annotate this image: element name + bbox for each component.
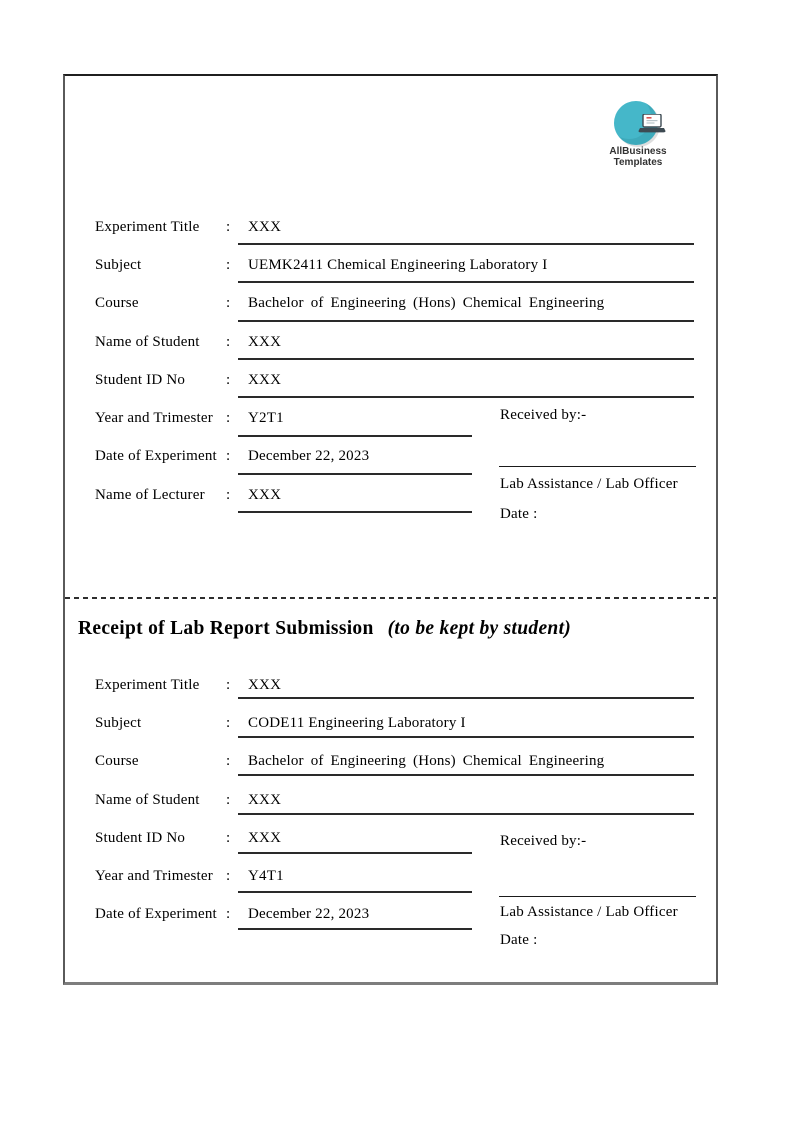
field-underline [238, 813, 694, 815]
field-value[interactable]: XXX [248, 372, 282, 388]
receipt-heading-title: Receipt of Lab Report Submission [78, 618, 374, 639]
field-underline [238, 891, 472, 893]
logo-circle [614, 101, 658, 145]
field-label: Subject [95, 257, 142, 273]
field-value[interactable]: Y2T1 [248, 410, 284, 426]
colon-separator: : [226, 410, 231, 426]
form-row-student-id [0, 371, 793, 389]
field-label: Student ID No [95, 372, 186, 388]
form-row-student-id [0, 829, 793, 847]
field-label: Date of Experiment [95, 448, 217, 464]
form-row-date-of-experiment [0, 447, 793, 465]
field-value[interactable]: XXX [248, 219, 282, 235]
field-label: Year and Trimester [95, 410, 213, 426]
logo-line2: Templates [613, 157, 663, 168]
field-underline [238, 243, 694, 245]
lab-officer-label: Lab Assistance / Lab Officer [500, 904, 678, 920]
receipt-section-heading [78, 618, 571, 640]
form-row-experiment-title [0, 218, 793, 236]
field-underline [238, 852, 472, 854]
field-label: Experiment Title [95, 677, 200, 693]
colon-separator: : [226, 295, 231, 311]
colon-separator: : [226, 487, 231, 503]
field-value[interactable]: Y4T1 [248, 868, 284, 884]
field-underline [238, 774, 694, 776]
field-value[interactable]: Bachelor of Engineering (Hons) Chemical Engineering [248, 295, 605, 311]
form-row-name-of-student [0, 333, 793, 351]
field-underline [238, 928, 472, 930]
field-label: Student ID No [95, 830, 186, 846]
colon-separator: : [226, 830, 231, 846]
field-value[interactable]: Bachelor of Engineering (Hons) Chemical Engineering [248, 753, 605, 769]
signature-line[interactable] [499, 896, 696, 897]
field-underline [238, 396, 694, 398]
field-value[interactable]: XXX [248, 830, 282, 846]
colon-separator: : [226, 792, 231, 808]
field-underline [238, 736, 694, 738]
field-underline [238, 435, 472, 437]
form-row-year-trimester [0, 867, 793, 885]
colon-separator: : [226, 219, 231, 235]
field-label: Name of Student [95, 792, 200, 808]
logo-line1: AllBusiness [609, 146, 667, 157]
colon-separator: : [226, 677, 231, 693]
form-row-subject [0, 714, 793, 732]
form-row-course [0, 294, 793, 312]
field-label: Name of Student [95, 334, 200, 350]
colon-separator: : [226, 372, 231, 388]
receipt-heading-note: (to be kept by student) [387, 618, 572, 639]
field-value[interactable]: XXX [248, 334, 282, 350]
date-label: Date : [500, 506, 538, 522]
cut-here-dashed-divider [65, 597, 716, 599]
colon-separator: : [226, 753, 231, 769]
field-value[interactable]: XXX [248, 677, 282, 693]
field-label: Date of Experiment [95, 906, 217, 922]
logo-wordmark [600, 146, 676, 168]
colon-separator: : [226, 715, 231, 731]
field-value[interactable]: CODE11 Engineering Laboratory I [248, 715, 466, 731]
field-underline [238, 511, 472, 513]
field-value[interactable]: UEMK2411 Chemical Engineering Laboratory I [248, 257, 548, 273]
field-underline [238, 358, 694, 360]
signature-line[interactable] [499, 466, 696, 467]
form-row-subject [0, 256, 793, 274]
field-label: Subject [95, 715, 142, 731]
received-by-label: Received by:- [500, 407, 587, 423]
form-row-experiment-title [0, 676, 793, 694]
laptop-icon [638, 114, 666, 134]
field-value[interactable]: December 22, 2023 [248, 448, 370, 464]
form-row-year-trimester [0, 409, 793, 427]
colon-separator: : [226, 257, 231, 273]
field-label: Course [95, 295, 139, 311]
field-value[interactable]: XXX [248, 487, 282, 503]
page-border [63, 74, 718, 985]
field-underline [238, 281, 694, 283]
field-value[interactable]: XXX [248, 792, 282, 808]
form-row-course [0, 752, 793, 770]
field-underline [238, 473, 472, 475]
form-row-name-of-student [0, 791, 793, 809]
field-value[interactable]: December 22, 2023 [248, 906, 370, 922]
colon-separator: : [226, 334, 231, 350]
colon-separator: : [226, 868, 231, 884]
field-label: Name of Lecturer [95, 487, 205, 503]
colon-separator: : [226, 448, 231, 464]
colon-separator: : [226, 906, 231, 922]
lab-officer-label: Lab Assistance / Lab Officer [500, 476, 678, 492]
date-label: Date : [500, 932, 538, 948]
field-underline [238, 697, 694, 699]
field-label: Experiment Title [95, 219, 200, 235]
field-underline [238, 320, 694, 322]
received-by-label: Received by:- [500, 833, 587, 849]
field-label: Year and Trimester [95, 868, 213, 884]
field-label: Course [95, 753, 139, 769]
